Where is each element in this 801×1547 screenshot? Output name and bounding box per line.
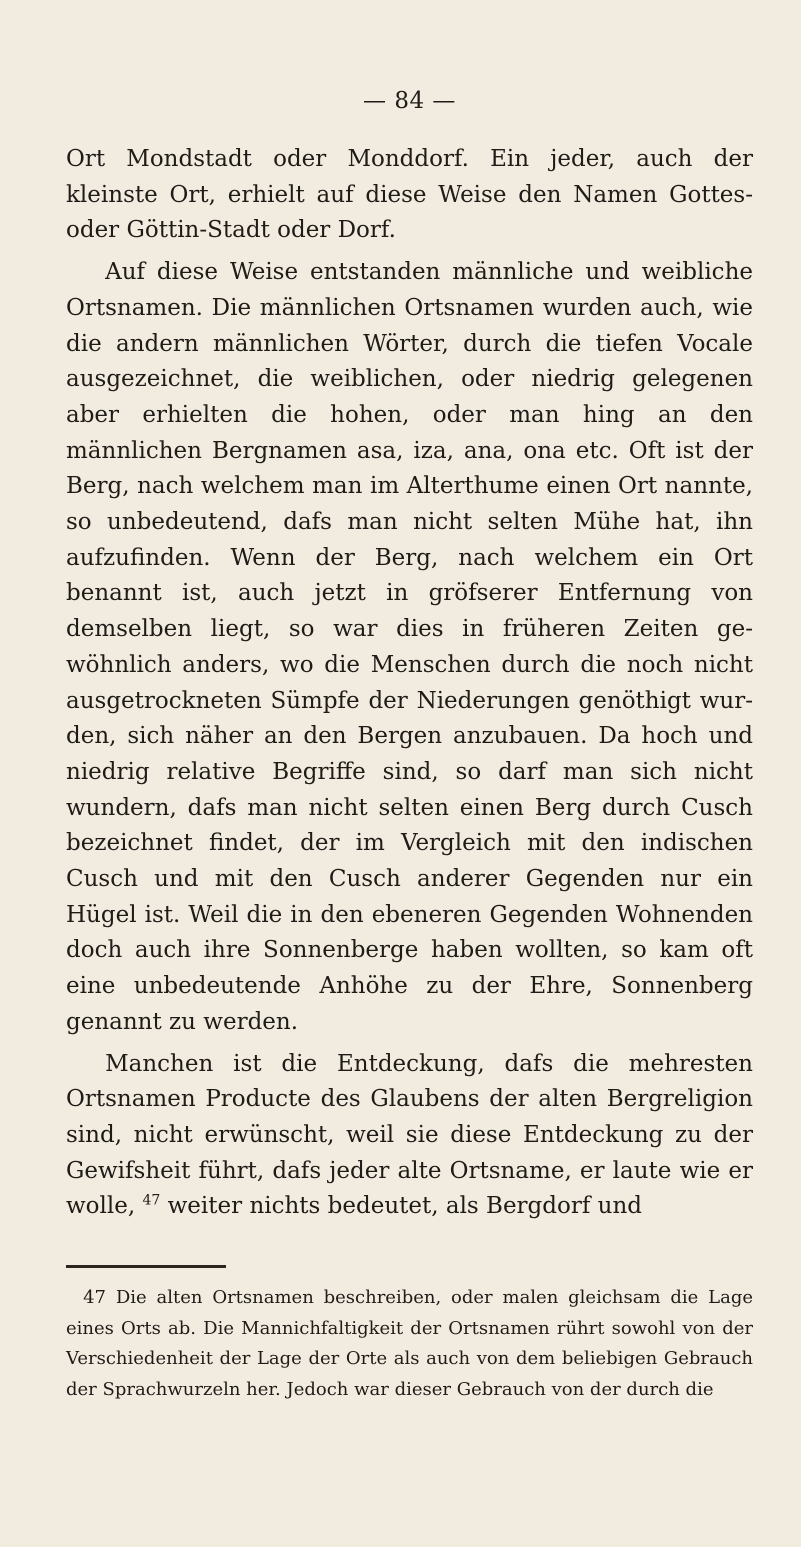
footnote-reference: 47 (142, 1192, 161, 1209)
footnote-text: 47 Die alten Ortsnamen beschreiben, oder malen gleichsam die Lage eines Orts ab. Die Mannichfaltigkeit der Ortsnamen rührt sowohl von der Verschiedenheit der Lage der Orte als auch von dem beliebigen Gebrauch der Sprachwurzeln her. Jedoch war dieser Gebrauch von der durch die (66, 1287, 753, 1400)
paragraph-2: Auf diese Weise entstanden männliche und weibliche Ortsnamen. Die männlichen Ortsnamen wurden auch, wie die andern männlichen Wörter, durch die tiefen Vocale ausgezeichnet, die weiblichen, oder niedrig gelegenen aber erhielten die hohen, oder man hing an den männlichen Bergnamen asa, iza, ana, ona etc. Oft ist der Berg, nach welchem man im Alterthume einen Ort nannte, so unbedeutend, dafs man nicht selten Mühe hat, ihn aufzufinden. Wenn der Berg, nach welchem ein Ort benannt ist, auch jetzt in gröfserer Entfernung von demselben liegt, so war dies in früheren Zeiten gewöhnlich anders, wo die Menschen durch die noch nicht ausgetrockneten Sümpfe der Niederungen genöthigt wurden, sich näher an den Bergen anzubauen. Da hoch und niedrig relative Begriffe sind, so darf man sich nicht wundern, dafs man nicht selten einen Berg durch Cusch bezeichnet findet, der im Vergleich mit den indischen Cusch und mit den Cusch anderer Gegenden nur ein Hügel ist. Weil die in den ebeneren Gegenden Wohnenden doch auch ihre Sonnenberge haben wollten, so kam oft eine unbedeutende Anhöhe zu der Ehre, Sonnenberg genannt zu werden. (66, 259, 753, 1035)
body-text (66, 142, 753, 1225)
footnote-divider (66, 1265, 226, 1268)
paragraph-3-text-after: weiter nichts bedeutet, als Bergdorf und (167, 1193, 643, 1220)
paragraph-1: Ort Mondstadt oder Monddorf. Ein jeder, auch der kleinste Ort, erhielt auf diese Weise den Namen Gottes- oder Göttin-Stadt oder Dorf. (66, 146, 753, 244)
paragraph-3 (66, 1047, 753, 1226)
footnote (66, 1283, 753, 1405)
paragraph-3-text-before: Manchen ist die Entdeckung, dafs die mehresten Ortsnamen Producte des Glaubens der alten Bergreligion sind, nicht erwünscht, weil sie diese Entdeckung zu der Gewifsheit führt, dafs jeder alte Ortsname, er laute wie er wolle, (66, 1050, 753, 1220)
page-number: — 84 — (363, 88, 456, 114)
